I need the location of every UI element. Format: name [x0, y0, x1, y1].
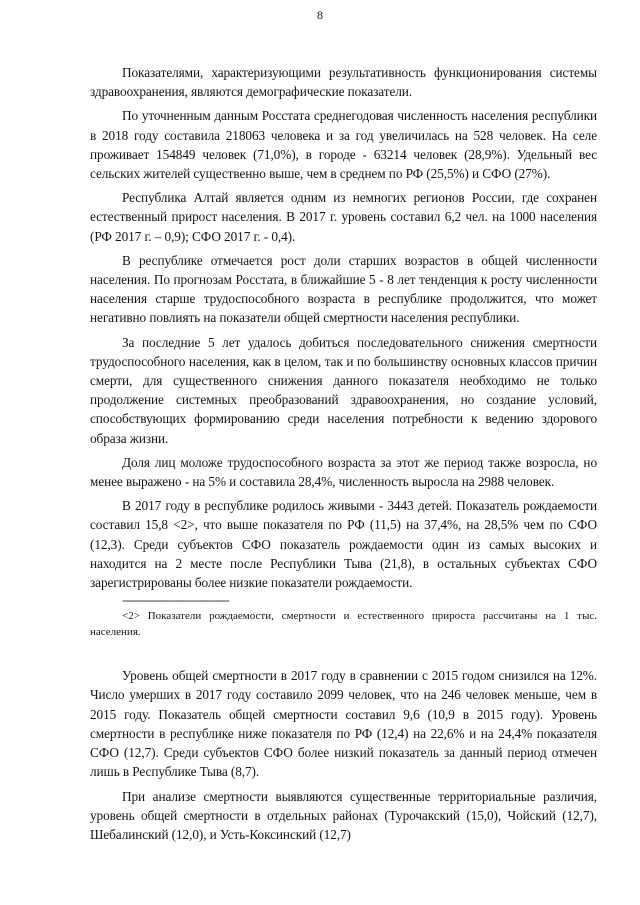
- paragraph-territorial-differences: При анализе смертности выявляются существенные территориальные различия, уровень общей смертности в отдельных районах (Турочакский (15,0), Чойский (12,7), Шебалинский (12,0), и Усть-Коксинский (12,7): [90, 788, 597, 842]
- paragraph-birth-rate: В 2017 году в республике родилось живыми - 3443 детей. Показатель рождаемости составил 15,8 <2>, что выше показателя по РФ (11,5) на 37,4%, на 28,5% чем по СФО (12,3). Среди субъектов СФО показатель рождаемости один из самых высоких и находится на 2 месте после Республики Тыва (21,8), в остальных субъектах СФО зарегистрированы более низкие показатели рождаемости.: [90, 498, 597, 591]
- paragraph-demographic-indicators: Показателями, характеризующими результативность функционирования системы здравоохранения, являются демографические показатели.: [90, 65, 597, 100]
- paragraph-population: По уточненным данным Росстата среднегодовая численность населения республики в 2018 году составила 218063 человека и за год увеличилась на 528 человек. На селе проживает 154849 человек (71,0%), в городе - 63214 человек (28,9%). Удельный вес сельских жителей существенно выше, чем в среднем по РФ (25,5%) и СФО (27%).: [90, 108, 597, 182]
- paragraph-mortality-working-age: За последние 5 лет удалось добиться последовательного снижения смертности трудоспособного населения, как в целом, так и по большинству основных классов причин смерти, для существенного снижения данного показателя необходимо не только продолжение системных преобразований здравоохранения, но создание условий, способствующих формированию среди населения потребности к ведению здорового образа жизни.: [90, 334, 597, 446]
- page-number: 8: [317, 8, 323, 22]
- footnote: <2> Показатели рождаемости, смертности и естественного прироста рассчитаны на 1 тыс. населения.: [90, 610, 597, 639]
- document-body: [90, 63, 597, 849]
- paragraph-older-ages: В республике отмечается рост доли старших возрастов в общей численности населения. По прогнозам Росстата, в ближайшие 5 - 8 лет тенденция к росту численности населения старше трудоспособного возраста в республике продолжится, что может негативно повлиять на показатели общей смертности населения республики.: [90, 252, 597, 326]
- paragraph-general-mortality: Уровень общей смертности в 2017 году в сравнении с 2015 годом снизился на 12%. Число умерших в 2017 году составило 2099 человек, что на 246 человек меньше, чем в 2015 году. Показатель общей смертности составил 9,6 (10,9 в 2015 году). Уровень смертности в республике ниже показателя по РФ (12,4) на 22,6% и на 24,4% показателя СФО (12,7). Среди субъектов СФО более низкий показатель за данный период отмечен лишь в Республике Тыва (8,7).: [90, 668, 597, 780]
- paragraph-younger-share: Доля лиц моложе трудоспособного возраста за этот же период также возросла, но менее выражено - на 5% и составила 28,4%, численность выросла на 2988 человек.: [90, 454, 597, 490]
- paragraph-natural-growth: Республика Алтай является одним из немногих регионов России, где сохранен естественный прирост населения. В 2017 г. уровень составил 6,2 чел. на 1000 населения (РФ 2017 г. – 0,9); СФО 2017 г. - 0,4).: [90, 190, 597, 244]
- footnote-separator: --------------------------------: [122, 592, 229, 608]
